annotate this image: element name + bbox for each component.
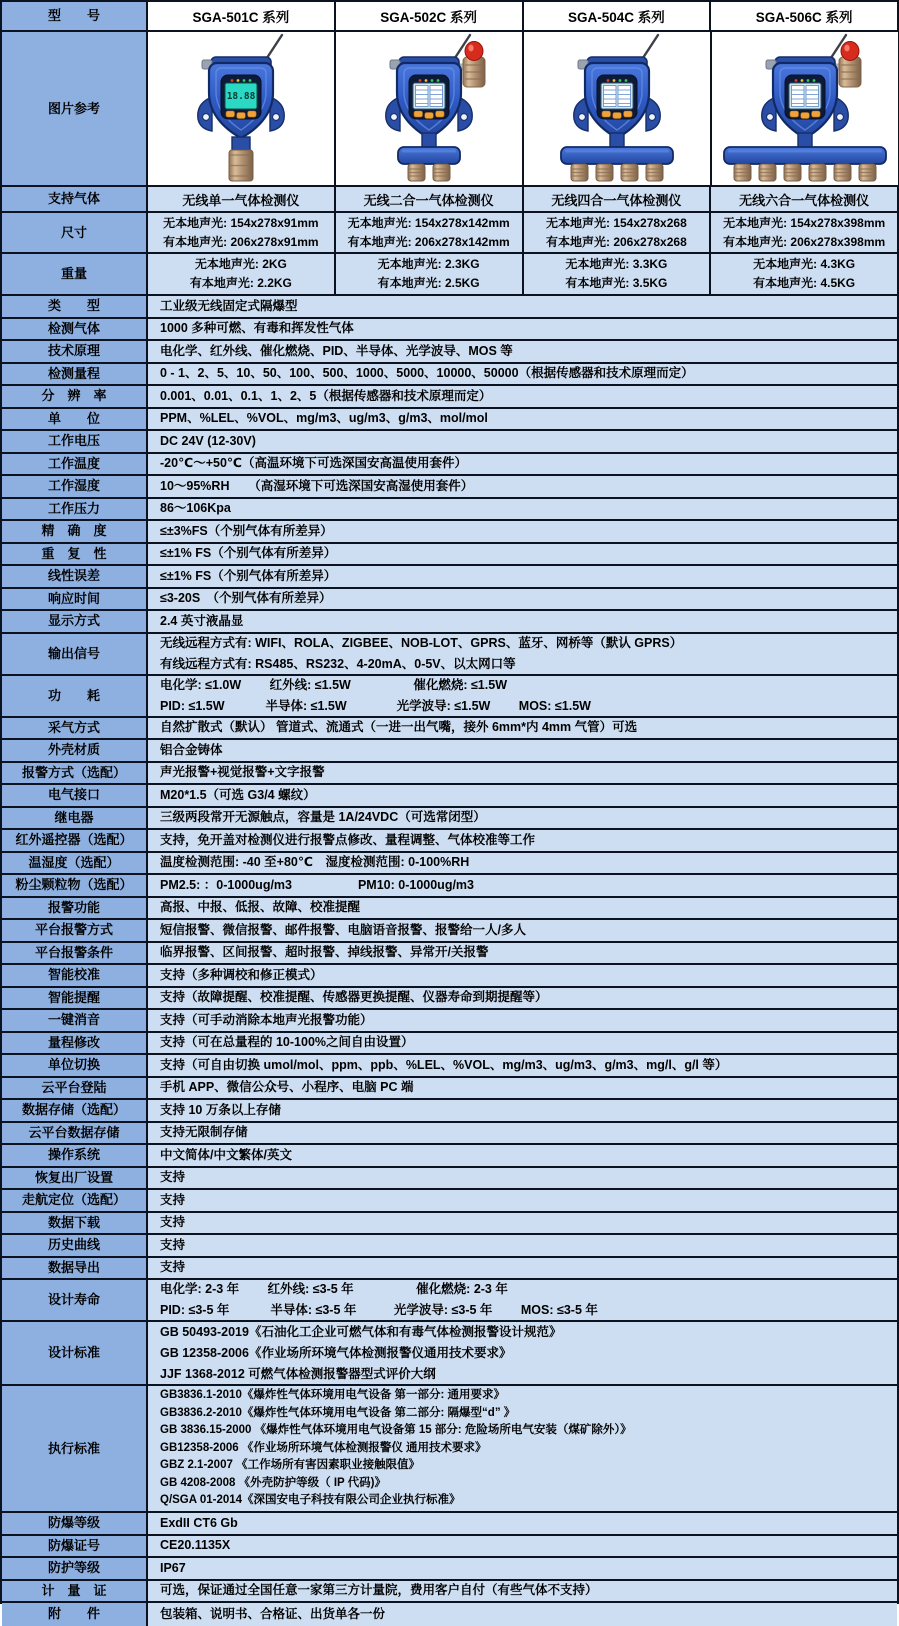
spec-label: 外壳材质 <box>2 740 148 761</box>
spec-row <box>2 476 897 499</box>
spec-value-line: 支持无限制存储 <box>160 1125 248 1140</box>
spec-value-line: 2.4 英寸液晶显 <box>160 613 244 628</box>
spec-value <box>148 808 897 829</box>
spec-label: 重 复 性 <box>2 544 148 565</box>
spec-row <box>2 1213 897 1236</box>
spec-value-line: ≤±3%FS（个别气体有所差异） <box>160 523 333 538</box>
gas-type-sga-504c: 无线四合一气体检测仪 <box>524 187 712 211</box>
dimension-line: 有本地声光: 206x278x142mm <box>347 234 510 249</box>
spec-value-line: 支持 <box>160 1192 186 1207</box>
spec-label: 精 确 度 <box>2 521 148 542</box>
spec-value <box>148 499 897 520</box>
spec-row <box>2 1235 897 1258</box>
spec-row <box>2 898 897 921</box>
spec-label: 工作温度 <box>2 454 148 475</box>
spec-value-line: 包装箱、说明书、合格证、出货单各一份 <box>160 1606 386 1621</box>
dimension-line: 无本地声光: 154x278x142mm <box>347 215 510 230</box>
spec-value <box>148 763 897 784</box>
spec-value-line: GB 4208-2008 《外壳防护等级（ IP 代码)》 <box>160 1476 387 1489</box>
spec-label: 执行标准 <box>2 1386 148 1511</box>
spec-value <box>148 1010 897 1031</box>
spec-value-line: GB3836.2-2010《爆炸性气体环境用电气设备 第二部分: 隔爆型“d” 》 <box>160 1406 516 1419</box>
spec-value <box>148 1386 897 1511</box>
spec-value-line: 支持（可自由切换 umol/mol、ppm、ppb、%LEL、%VOL、mg/m3、ug/m3、g/m3、mg/l、g/l 等） <box>160 1057 728 1072</box>
spec-row <box>2 920 897 943</box>
spec-label: 技术原理 <box>2 341 148 362</box>
spec-label: 温湿度（选配） <box>2 853 148 874</box>
spec-row <box>2 521 897 544</box>
spec-label: 单 位 <box>2 409 148 430</box>
spec-value <box>148 1190 897 1211</box>
spec-value <box>148 454 897 475</box>
spec-value <box>148 296 897 317</box>
spec-value-line: GB 50493-2019《石油化工企业可燃气体和有毒气体检测报警设计规范》 <box>160 1324 562 1339</box>
spec-label: 功 耗 <box>2 676 148 716</box>
spec-value-line: 支持 <box>160 1170 186 1185</box>
spec-label: 历史曲线 <box>2 1235 148 1256</box>
spec-value <box>148 943 897 964</box>
spec-value-line: PID: ≤3-5 年 半导体: ≤3-5 年 光学波导: ≤3-5 年 MOS: ≤3-5 年 <box>160 1303 598 1317</box>
spec-value <box>148 988 897 1009</box>
spec-label: 防爆证号 <box>2 1536 148 1557</box>
spec-label: 电气接口 <box>2 785 148 806</box>
spec-value-line: 温度检测范围: -40 至+80℃ 湿度检测范围: 0-100%RH <box>160 855 470 870</box>
spec-row <box>2 1168 897 1191</box>
spec-value <box>148 830 897 851</box>
spec-value-line: 临界报警、区间报警、超时报警、掉线报警、异常开/关报警 <box>160 945 489 960</box>
spec-label: 输出信号 <box>2 634 148 674</box>
spec-value <box>148 589 897 610</box>
weight-line: 有本地声光: 3.5KG <box>565 276 668 290</box>
spec-row <box>2 676 897 718</box>
spec-value <box>148 1513 897 1534</box>
image-row <box>2 32 897 187</box>
spec-value-line: GBZ 2.1-2007 《工作场所有害因素职业接触限值》 <box>160 1459 421 1472</box>
spec-value <box>148 634 897 674</box>
spec-label: 云平台登陆 <box>2 1078 148 1099</box>
weight-line: 无本地声光: 4.3KG <box>753 257 856 271</box>
spec-row <box>2 386 897 409</box>
gas-type-sga-502c: 无线二合一气体检测仪 <box>336 187 524 211</box>
spec-label: 防爆等级 <box>2 1513 148 1534</box>
weight-sga-504c <box>524 254 712 294</box>
spec-label: 工作湿度 <box>2 476 148 497</box>
spec-value-line: 0 - 1、2、5、10、50、100、500、1000、5000、10000、50000（根据传感器和技术原理而定） <box>160 366 694 381</box>
spec-label: 数据导出 <box>2 1258 148 1279</box>
spec-row <box>2 763 897 786</box>
dimensions-sga-501c <box>148 213 336 252</box>
spec-row <box>2 1010 897 1033</box>
spec-label: 云平台数据存储 <box>2 1123 148 1144</box>
dimensions-row <box>2 213 897 254</box>
weight-sga-501c <box>148 254 336 294</box>
spec-value <box>148 1536 897 1557</box>
gas-type-sga-501c: 无线单一气体检测仪 <box>148 187 336 211</box>
spec-label: 数据存储（选配） <box>2 1100 148 1121</box>
weight-sga-506c <box>711 254 897 294</box>
spec-value-line: 支持 <box>160 1237 186 1252</box>
spec-value <box>148 853 897 874</box>
spec-value-line: 电化学: 2-3 年 红外线: ≤3-5 年 催化燃烧: 2-3 年 <box>160 1282 508 1296</box>
spec-value <box>148 1581 897 1602</box>
spec-label: 线性误差 <box>2 566 148 587</box>
spec-label: 数据下载 <box>2 1213 148 1234</box>
spec-row <box>2 1145 897 1168</box>
spec-label: 附 件 <box>2 1603 148 1626</box>
spec-row <box>2 409 897 432</box>
spec-value <box>148 920 897 941</box>
spec-value <box>148 341 897 362</box>
spec-row <box>2 853 897 876</box>
weight-row <box>2 254 897 296</box>
spec-value-line: 自然扩散式（默认） 管道式、流通式（一进一出气嘴，接外 6mm*内 4mm 气管）可选 <box>160 720 638 735</box>
weight-sga-502c <box>336 254 524 294</box>
spec-row <box>2 431 897 454</box>
spec-row <box>2 1258 897 1281</box>
spec-label: 智能校准 <box>2 965 148 986</box>
spec-value-line: 中文简体/中文繁体/英文 <box>160 1147 292 1162</box>
spec-value-line: 无线远程方式有: WIFI、ROLA、ZIGBEE、NOB-LOT、GPRS、蓝牙、网桥等（默认 GPRS） <box>160 635 683 650</box>
spec-value <box>148 1235 897 1256</box>
spec-row <box>2 988 897 1011</box>
spec-value <box>148 898 897 919</box>
spec-value-line: GB12358-2006 《作业场所环境气体检测报警仪 通用技术要求》 <box>160 1441 487 1454</box>
spec-value-line: 支持 <box>160 1260 186 1275</box>
spec-row <box>2 1322 897 1386</box>
spec-value <box>148 785 897 806</box>
spec-row <box>2 296 897 319</box>
gas-detector-image-sga-506c <box>712 32 898 185</box>
wireless-gas-detector-6-sensors <box>712 33 898 183</box>
spec-label: 走航定位（选配） <box>2 1190 148 1211</box>
spec-value <box>148 1078 897 1099</box>
spec-value <box>148 386 897 407</box>
spec-value-line: 支持 <box>160 1215 186 1230</box>
spec-value <box>148 476 897 497</box>
spec-label: 检测气体 <box>2 319 148 340</box>
spec-value-line: 声光报警+视觉报警+文字报警 <box>160 765 325 780</box>
spec-label: 单位切换 <box>2 1055 148 1076</box>
spec-row <box>2 740 897 763</box>
spec-value-line: 支持（故障提醒、校准提醒、传感器更换提醒、仪器寿命到期提醒等） <box>160 990 548 1005</box>
spec-label: 一键消音 <box>2 1010 148 1031</box>
weight-line: 有本地声光: 2.5KG <box>377 276 480 290</box>
spec-value-line: 支持（可在总量程的 10-100%之间自由设置） <box>160 1035 414 1050</box>
spec-value <box>148 364 897 385</box>
spec-row <box>2 454 897 477</box>
spec-value-line: 支持 10 万条以上存储 <box>160 1102 281 1117</box>
spec-label: 继电器 <box>2 808 148 829</box>
spec-row <box>2 634 897 676</box>
spec-value <box>148 1168 897 1189</box>
spec-value-line: 铝合金铸体 <box>160 742 223 757</box>
spec-label: 响应时间 <box>2 589 148 610</box>
spec-label: 智能提醒 <box>2 988 148 1009</box>
spec-row <box>2 1078 897 1101</box>
model-header-sga-501c: SGA-501C 系列 <box>148 2 336 30</box>
spec-row <box>2 544 897 567</box>
dimension-line: 无本地声光: 154x278x91mm <box>163 215 319 230</box>
model-header-label: 型 号 <box>2 2 148 30</box>
spec-row <box>2 566 897 589</box>
weight-line: 无本地声光: 2.3KG <box>377 257 480 271</box>
spec-value <box>148 1603 897 1626</box>
spec-label: 操作系统 <box>2 1145 148 1166</box>
spec-row <box>2 1536 897 1559</box>
spec-value-line: ExdII CT6 Gb <box>160 1515 238 1530</box>
spec-value <box>148 1123 897 1144</box>
spec-value-line: 三级两段常开无源触点，容量是 1A/24VDC（可选常闭型） <box>160 810 486 825</box>
spec-row <box>2 1280 897 1322</box>
spec-label: 平台报警方式 <box>2 920 148 941</box>
spec-label: 计 量 证 <box>2 1581 148 1602</box>
spec-value <box>148 1558 897 1579</box>
spec-value-line: DC 24V (12-30V) <box>160 433 256 448</box>
spec-value-line: 手机 APP、微信公众号、小程序、电脑 PC 端 <box>160 1080 414 1095</box>
spec-value-line: ≤3-20S （个别气体有所差异） <box>160 591 332 606</box>
spec-value <box>148 965 897 986</box>
spec-value <box>148 521 897 542</box>
spec-row <box>2 1603 897 1626</box>
spec-row <box>2 943 897 966</box>
dimensions-sga-502c <box>336 213 524 252</box>
spec-label: 平台报警条件 <box>2 943 148 964</box>
spec-value-line: PPM、%LEL、%VOL、mg/m3、ug/m3、g/m3、mol/mol <box>160 411 488 426</box>
spec-label: 检测量程 <box>2 364 148 385</box>
spec-label: 类 型 <box>2 296 148 317</box>
spec-value <box>148 740 897 761</box>
spec-row <box>2 1100 897 1123</box>
dimensions-sga-506c <box>711 213 897 252</box>
weight-line: 无本地声光: 2KG <box>194 257 287 271</box>
spec-value-line: 电化学、红外线、催化燃烧、PID、半导体、光学波导、MOS 等 <box>160 343 513 358</box>
spec-row <box>2 1386 897 1513</box>
spec-label: 报警方式（选配） <box>2 763 148 784</box>
dimensions-sga-504c <box>524 213 712 252</box>
spec-value <box>148 409 897 430</box>
spec-value-line: 支持（可手动消除本地声光报警功能） <box>160 1012 373 1027</box>
spec-value-line: PM2.5: ：0-1000ug/m3 PM10: 0-1000ug/m3 <box>160 877 474 892</box>
spec-row <box>2 1123 897 1146</box>
spec-value <box>148 1145 897 1166</box>
svg-text:18.88: 18.88 <box>226 91 256 102</box>
spec-label: 报警功能 <box>2 898 148 919</box>
spec-label: 恢复出厂设置 <box>2 1168 148 1189</box>
wireless-gas-detector-single-sensor <box>148 33 334 183</box>
spec-value <box>148 1033 897 1054</box>
spec-value <box>148 718 897 739</box>
spec-value <box>148 431 897 452</box>
spec-value <box>148 1258 897 1279</box>
gas-type-sga-506c: 无线六合一气体检测仪 <box>711 187 897 211</box>
spec-value-line: 电化学: ≤1.0W 红外线: ≤1.5W 催化燃烧: ≤1.5W <box>160 677 507 692</box>
dimension-line: 无本地声光: 154x278x398mm <box>723 215 886 230</box>
spec-value-line: 支持（多种调校和修正模式） <box>160 967 323 982</box>
gas-detector-image-sga-502c <box>336 32 524 185</box>
dimension-line: 有本地声光: 206x278x268 <box>546 234 687 249</box>
spec-value-line: CE20.1135X <box>160 1538 231 1553</box>
spec-row <box>2 1581 897 1604</box>
spec-label: 设计寿命 <box>2 1280 148 1320</box>
spec-value-line: 支持，免开盖对检测仪进行报警点修改、量程调整、气体校准等工作 <box>160 832 536 847</box>
spec-row <box>2 808 897 831</box>
model-header-row <box>2 2 897 32</box>
dimension-line: 有本地声光: 206x278x398mm <box>723 234 886 249</box>
spec-row <box>2 1055 897 1078</box>
spec-label: 量程修改 <box>2 1033 148 1054</box>
spec-value <box>148 1280 897 1320</box>
spec-row <box>2 965 897 988</box>
spec-value-line: 0.001、0.01、0.1、1、2、5（根据传感器和技术原理而定） <box>160 388 492 403</box>
spec-value-line: ≤±1% FS（个别气体有所差异） <box>160 568 337 583</box>
spec-value <box>148 1213 897 1234</box>
spec-label: 防护等级 <box>2 1558 148 1579</box>
model-header-sga-506c: SGA-506C 系列 <box>711 2 897 30</box>
spec-value-line: 10～95%RH （高湿环境下可选深国安高湿使用套件） <box>160 478 474 493</box>
spec-value-line: IP67 <box>160 1560 186 1575</box>
weight-line: 无本地声光: 3.3KG <box>565 257 668 271</box>
spec-label: 粉尘颗粒物（选配） <box>2 875 148 896</box>
spec-value-line: 可选，保证通过全国任意一家第三方计量院，费用客户自付（有些气体不支持） <box>160 1583 598 1598</box>
spec-label: 设计标准 <box>2 1322 148 1384</box>
weight-row-label: 重量 <box>2 254 148 294</box>
weight-line: 有本地声光: 4.5KG <box>753 276 856 290</box>
gas-detector-image-sga-504c <box>524 32 712 185</box>
spec-row <box>2 341 897 364</box>
spec-value <box>148 544 897 565</box>
gas-row-label: 支持气体 <box>2 187 148 211</box>
spec-value-line: 有线远程方式有: RS485、RS232、4-20mA、0-5V、以太网口等 <box>160 656 516 671</box>
spec-row <box>2 1190 897 1213</box>
spec-row <box>2 1033 897 1056</box>
spec-value <box>148 611 897 632</box>
weight-line: 有本地声光: 2.2KG <box>189 276 292 290</box>
spec-row <box>2 1513 897 1536</box>
dimensions-row-label: 尺寸 <box>2 213 148 252</box>
spec-value-line: -20℃～+50℃（高温环境下可选深国安高温使用套件） <box>160 456 468 471</box>
dimension-line: 无本地声光: 154x278x268 <box>546 215 687 230</box>
spec-label: 工作压力 <box>2 499 148 520</box>
spec-label: 采气方式 <box>2 718 148 739</box>
spec-value-line: GB 12358-2006《作业场所环境气体检测报警仪通用技术要求》 <box>160 1345 512 1360</box>
dimension-line: 有本地声光: 206x278x91mm <box>163 234 319 249</box>
model-header-sga-502c: SGA-502C 系列 <box>336 2 524 30</box>
spec-row <box>2 319 897 342</box>
image-row-label: 图片参考 <box>2 32 148 185</box>
model-header-sga-504c: SGA-504C 系列 <box>524 2 712 30</box>
spec-row <box>2 718 897 741</box>
spec-value-line: GB 3836.15-2000 《爆炸性气体环境用电气设备第 15 部分: 危险场所电气安装（煤矿除外）》 <box>160 1424 632 1437</box>
spec-value-line: 86～106Kpa <box>160 501 231 516</box>
spec-value <box>148 566 897 587</box>
spec-row <box>2 875 897 898</box>
wireless-gas-detector-2-sensors <box>336 33 522 183</box>
spec-value <box>148 1322 897 1384</box>
spec-value-line: 1000 多种可燃、有毒和挥发性气体 <box>160 321 354 336</box>
wireless-gas-detector-4-sensors <box>524 33 710 183</box>
spec-value <box>148 676 897 716</box>
spec-value-line: JJF 1368-2012 可燃气体检测报警器型式评价大纲 <box>160 1366 436 1381</box>
spec-label: 显示方式 <box>2 611 148 632</box>
spec-value-line: M20*1.5（可选 G3/4 螺纹） <box>160 787 316 802</box>
spec-value <box>148 319 897 340</box>
spec-value-line: ≤±1% FS（个别气体有所差异） <box>160 546 337 561</box>
spec-value <box>148 875 897 896</box>
spec-row <box>2 611 897 634</box>
spec-row <box>2 1558 897 1581</box>
spec-value <box>148 1055 897 1076</box>
spec-label: 工作电压 <box>2 431 148 452</box>
gas-row <box>2 187 897 213</box>
spec-row <box>2 785 897 808</box>
spec-value <box>148 1100 897 1121</box>
spec-row <box>2 589 897 612</box>
spec-row <box>2 830 897 853</box>
spec-value-line: GB3836.1-2010《爆炸性气体环境用电气设备 第一部分: 通用要求》 <box>160 1389 506 1402</box>
spec-label: 分 辨 率 <box>2 386 148 407</box>
spec-value-line: 高报、中报、低报、故障、校准提醒 <box>160 900 361 915</box>
spec-row <box>2 499 897 522</box>
spec-value-line: PID: ≤1.5W 半导体: ≤1.5W 光学波导: ≤1.5W MOS: ≤1.5W <box>160 698 591 713</box>
spec-value-line: Q/SGA 01-2014《深国安电子科技有限公司企业执行标准》 <box>160 1494 461 1507</box>
gas-detector-image-sga-501c <box>148 32 336 185</box>
spec-value-line: 工业级无线固定式隔爆型 <box>160 298 298 313</box>
spec-label: 红外遥控器（选配） <box>2 830 148 851</box>
spec-row <box>2 364 897 387</box>
spec-value-line: 短信报警、微信报警、邮件报警、电脑语音报警、报警给一人/多人 <box>160 922 526 937</box>
